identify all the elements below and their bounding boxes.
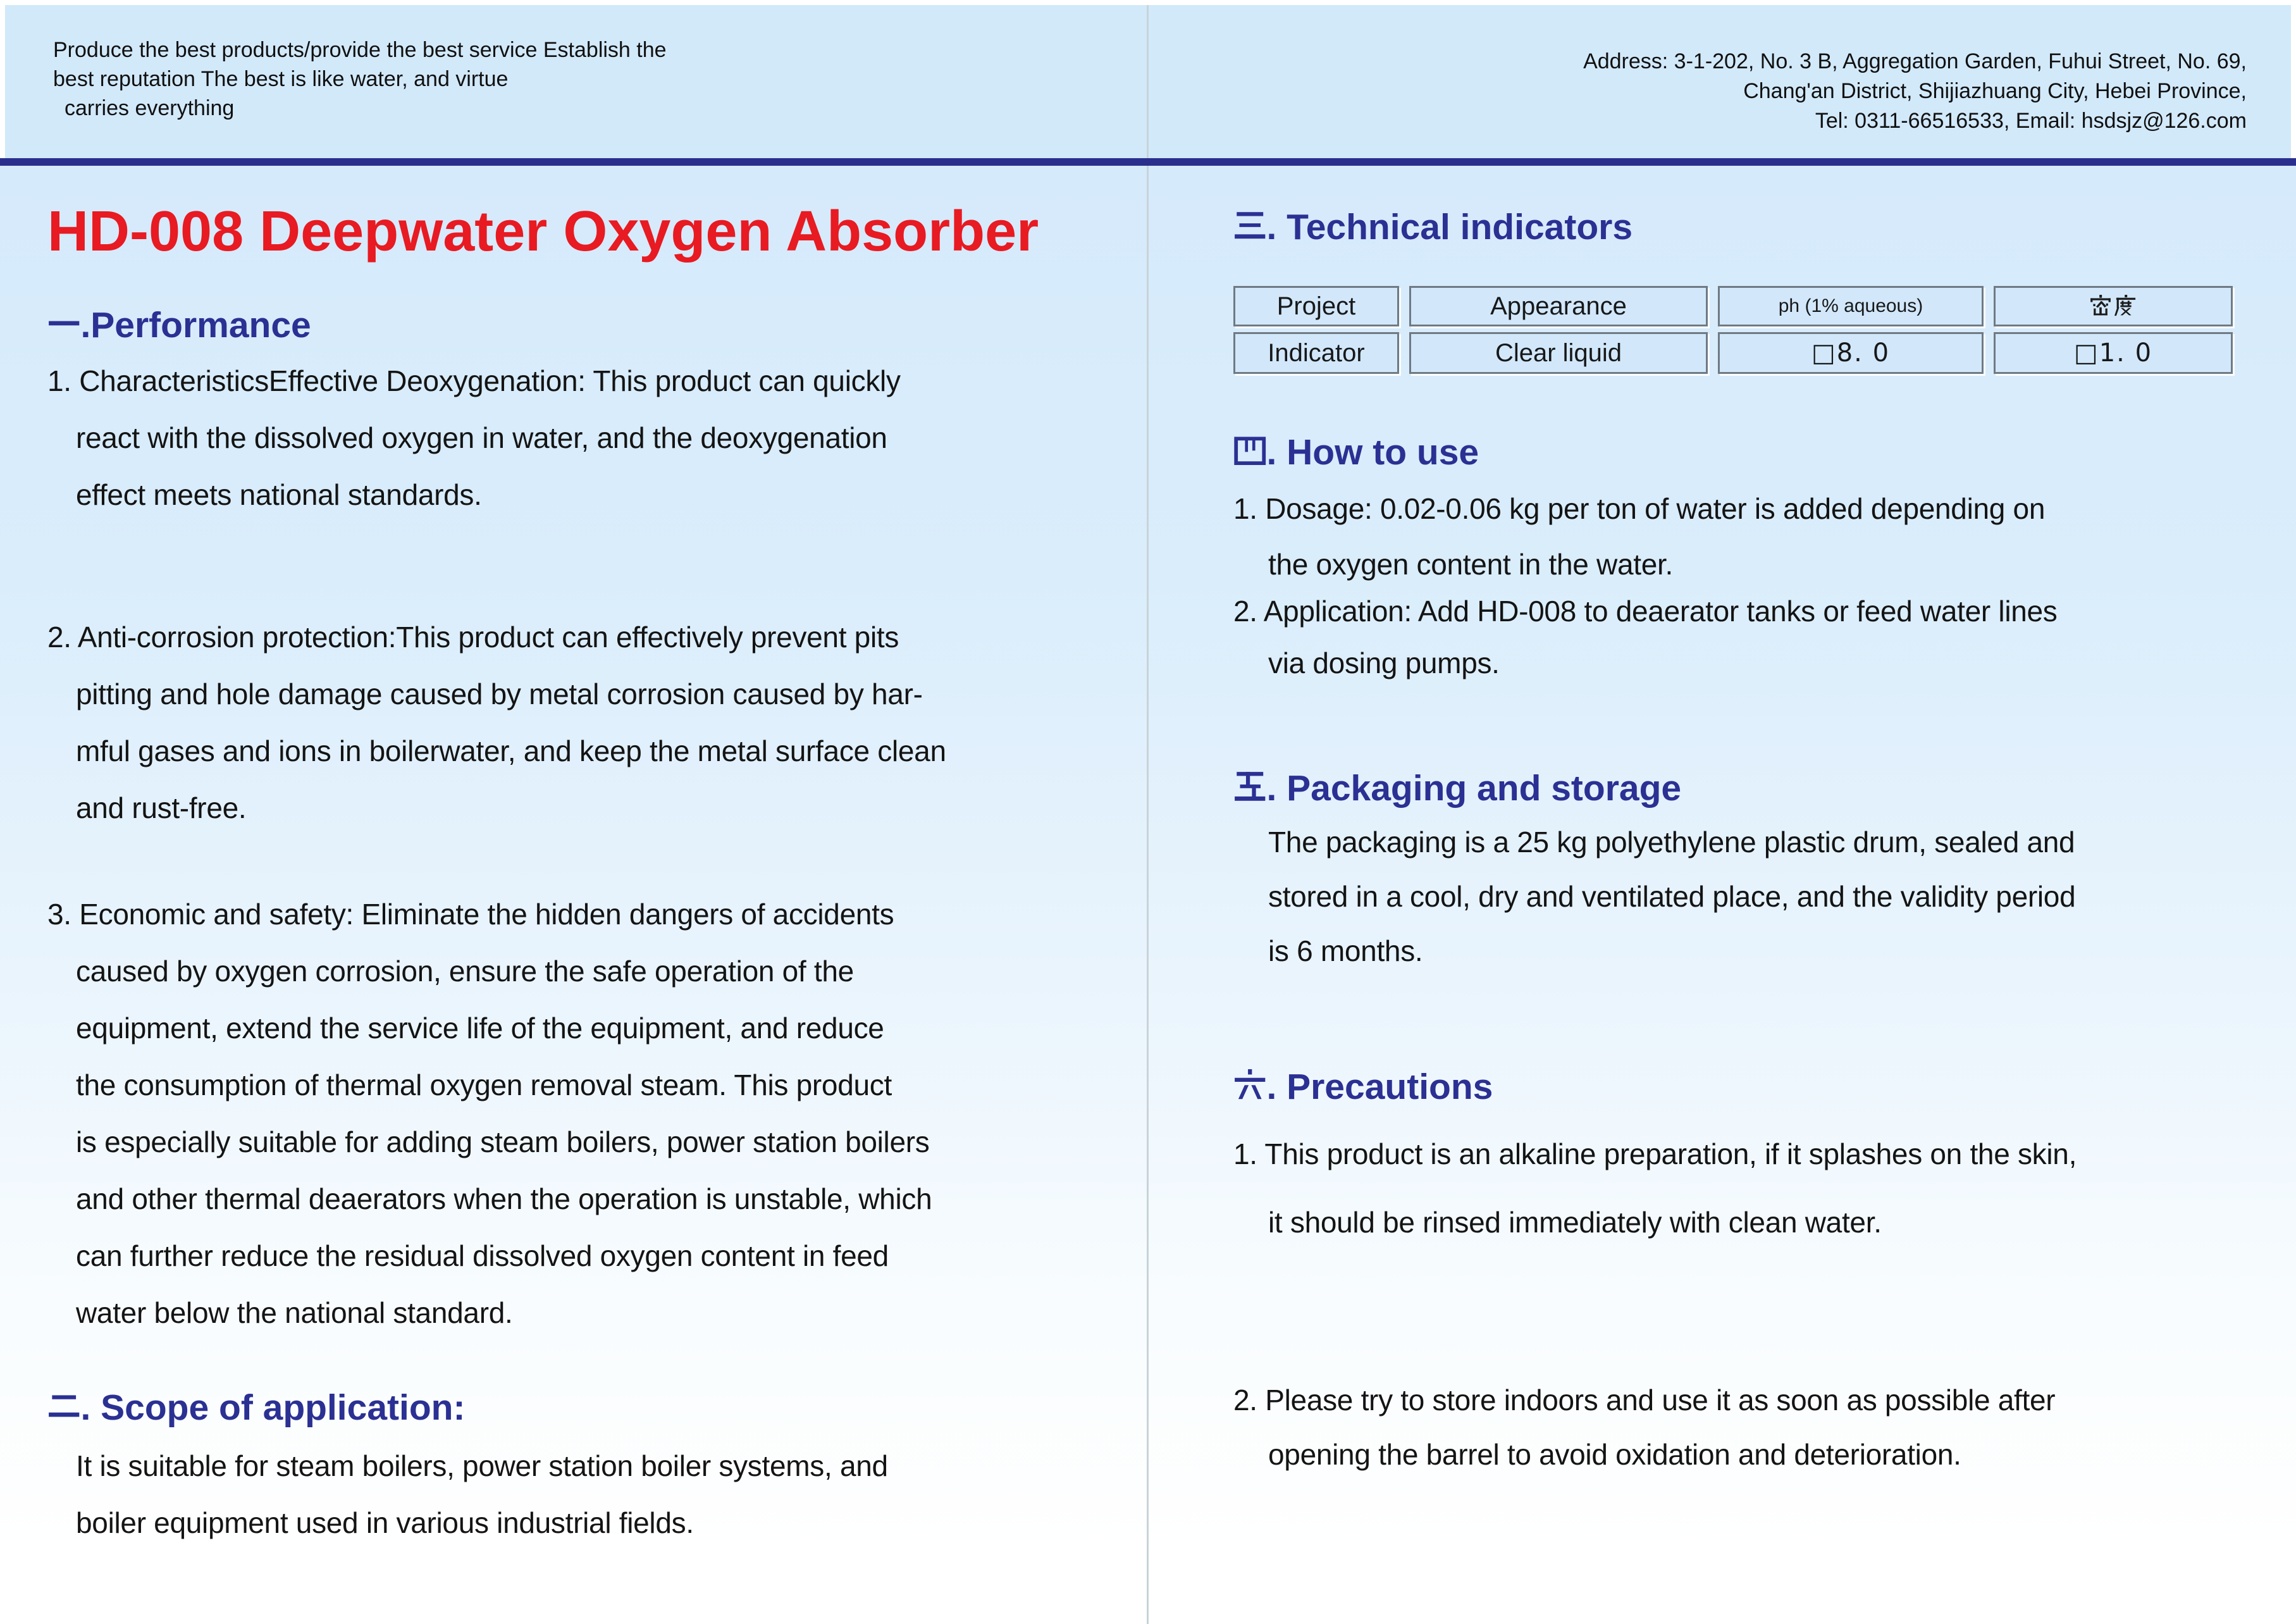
precautions-item-2: [1233, 1373, 2055, 1482]
cjk-du-degree-icon: [2114, 295, 2137, 318]
navy-rule: [0, 158, 2296, 166]
page-title: HD-008 Deepwater Oxygen Absorber: [47, 200, 1039, 263]
company-address: [1583, 47, 2247, 136]
performance-item-1: [47, 352, 901, 523]
text-line: the consumption of thermal oxygen removal steam. This product: [76, 1069, 892, 1101]
cjk-numeral-one-icon: [47, 307, 80, 340]
cjk-numeral-six-icon: [1233, 1069, 1266, 1101]
text-line: 1. CharacteristicsEffective Deoxygenation: This product can quickly: [47, 364, 901, 397]
table-header-row: [1233, 286, 2233, 326]
performance-item-3: [47, 886, 932, 1341]
table-value-row: [1233, 332, 2233, 374]
text-line: 2. Application: Add HD-008 to deaerator tanks or feed water lines: [1233, 595, 2058, 628]
company-slogan: [53, 35, 667, 123]
text-line: equipment, extend the service life of the equipment, and reduce: [76, 1012, 884, 1044]
slogan-line: Produce the best products/provide the best service Establish the: [53, 38, 667, 62]
text-line: The packaging is a 25 kg polyethylene plastic drum, sealed and: [1268, 826, 2075, 858]
slogan-line: carries everything: [65, 96, 235, 120]
table-header-project: Project: [1233, 286, 1399, 326]
section-heading-performance: [47, 303, 311, 347]
text-line: and other thermal deaerators when the operation is unstable, which: [76, 1182, 932, 1215]
text-line: opening the barrel to avoid oxidation and deterioration.: [1268, 1438, 1961, 1471]
section-heading-technical-indicators: [1233, 205, 1633, 249]
table-cell-density-value: □1. 0: [1994, 332, 2233, 374]
cjk-numeral-four-icon: [1233, 434, 1266, 467]
table-header-ph: ph (1% aqueous): [1718, 286, 1984, 326]
text-line: boiler equipment used in various industrial fields.: [76, 1506, 694, 1539]
address-line: Tel: 0311-66516533, Email: hsdsjz@126.com: [1815, 109, 2247, 133]
text-line: water below the national standard.: [76, 1296, 513, 1329]
section-heading-scope: [47, 1385, 465, 1430]
scope-paragraph: [47, 1437, 888, 1551]
text-line: It is suitable for steam boilers, power station boiler systems, and: [76, 1449, 888, 1482]
text-line: 2. Please try to store indoors and use it as soon as possible after: [1233, 1384, 2056, 1416]
text-line: and rust-free.: [76, 791, 247, 824]
text-line: can further reduce the residual dissolved oxygen content in feed: [76, 1239, 889, 1272]
technical-indicators-table: [1233, 286, 2233, 374]
text-line: effect meets national standards.: [76, 478, 482, 511]
text-line: caused by oxygen corrosion, ensure the safe operation of the: [76, 955, 854, 988]
text-line: 1. This product is an alkaline preparation, if it splashes on the skin,: [1233, 1137, 2077, 1170]
packaging-paragraph: [1233, 815, 2075, 978]
address-line: Address: 3-1-202, No. 3 B, Aggregation Garden, Fuhui Street, No. 69,: [1583, 49, 2247, 73]
text-line: it should be rinsed immediately with clean water.: [1268, 1206, 1882, 1239]
table-header-appearance: Appearance: [1409, 286, 1708, 326]
slogan-line: best reputation The best is like water, and virtue: [53, 67, 509, 91]
section-heading-how-to-use: [1233, 430, 1479, 474]
cjk-numeral-three-icon: [1233, 209, 1266, 242]
section-heading-precautions: [1233, 1065, 1493, 1109]
table-cell-indicator: Indicator: [1233, 332, 1399, 374]
table-cell-appearance-value: Clear liquid: [1409, 332, 1708, 374]
section-heading-label: . Scope of application:: [80, 1387, 466, 1428]
text-line: react with the dissolved oxygen in water, and the deoxygenation: [76, 421, 887, 454]
section-heading-label: .Performance: [80, 305, 311, 345]
usage-dosage: [1233, 481, 2045, 592]
usage-application: [1233, 585, 2058, 689]
column-divider: [1147, 5, 1149, 1624]
performance-item-2: [47, 609, 946, 836]
text-line: is especially suitable for adding steam boilers, power station boilers: [76, 1125, 930, 1158]
text-line: 2. Anti-corrosion protection:This product can effectively prevent pits: [47, 621, 899, 654]
cjk-numeral-two-icon: [47, 1389, 80, 1422]
section-heading-label: . How to use: [1266, 432, 1479, 473]
cjk-mi-density-icon: [2089, 295, 2112, 318]
precautions-item-1: [1233, 1120, 2077, 1256]
section-heading-packaging: [1233, 766, 1681, 810]
text-line: mful gases and ions in boilerwater, and keep the metal surface clean: [76, 735, 946, 767]
text-line: is 6 months.: [1268, 934, 1423, 967]
section-heading-label: . Precautions: [1266, 1067, 1493, 1107]
table-header-density: [1994, 286, 2233, 326]
text-line: 3. Economic and safety: Eliminate the hidden dangers of accidents: [47, 898, 894, 931]
address-line: Chang'an District, Shijiazhuang City, Hebei Province,: [1743, 79, 2247, 103]
text-line: via dosing pumps.: [1268, 647, 1500, 679]
text-line: 1. Dosage: 0.02-0.06 kg per ton of water is added depending on: [1233, 492, 2046, 525]
text-line: pitting and hole damage caused by metal corrosion caused by har-: [76, 678, 923, 710]
cjk-numeral-five-icon: [1233, 770, 1266, 803]
section-heading-label: . Technical indicators: [1266, 207, 1633, 247]
text-line: stored in a cool, dry and ventilated place, and the validity period: [1268, 880, 2076, 913]
table-cell-ph-value: □8. 0: [1718, 332, 1984, 374]
text-line: the oxygen content in the water.: [1268, 548, 1673, 581]
section-heading-label: . Packaging and storage: [1266, 768, 1682, 809]
